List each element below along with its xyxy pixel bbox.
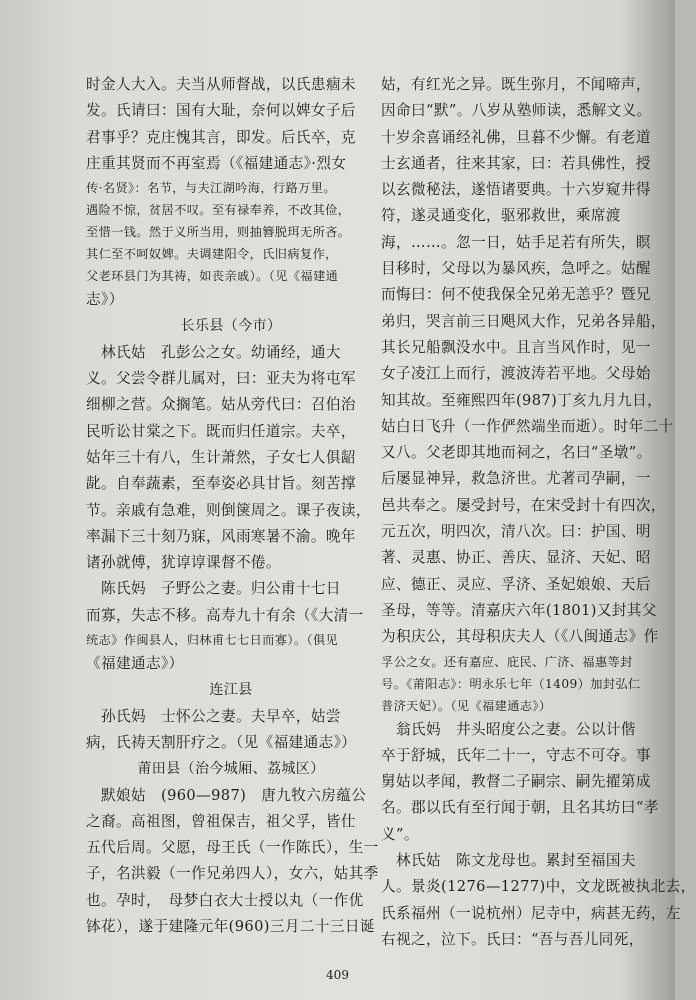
left-text-line: 统志》作闽县人，归林甫七七日而寡）。（俱见 [86,633,339,648]
right-text-line: 孚公之女。还有嘉应、庇民、广济、福惠等封 [381,654,633,669]
right-text-line: 弟归，哭言前三日飓风大作，兄弟各异船， [381,312,666,330]
left-text-line: 其仁至不呵奴婢。夫调建阳令，氏旧病复作， [86,247,338,262]
left-text-line: 义。父尝令群儿属对，曰：亚夫为将屯军 [86,370,356,388]
left-text-line: 节。亲戚有急难，则倒箧周之。课子夜读， [86,501,371,519]
left-text-line: 陈氏妈 子野公之妻。归公甫十七日 [86,580,341,598]
left-text-line: 姑年三十有八，生计萧然，子女七人俱龆 [86,448,356,466]
left-text-line: 病，氏祷天割肝疗之。（见《福建通志》） [86,733,357,751]
right-text-line: 普济天妃）。（见《福建通志》） [381,698,552,713]
right-text-line: 士玄通者，往来其家，曰：若具佛性，授 [381,154,651,172]
left-text-line: 父老环县门为其祷，如丧亲戚）。（见《福建通 [86,269,339,284]
right-text-line: 圣母，等等。清嘉庆六年(1801)又封其父 [381,601,657,619]
right-text-line: 著、灵惠、协正、善庆、显济、天妃、昭 [381,549,651,567]
left-text-line: 之裔。高祖图，曾祖保吉，祖父孚，皆仕 [86,812,356,830]
left-text-line: 诸孙就傅，犹谆谆课督不倦。 [86,554,281,572]
right-text-line: 后屡显神异，救急济世。尤著司孕嗣，一 [381,470,651,488]
right-text-line: 舅姑以孝闻，教督二子嗣宗、嗣先擢第成 [381,773,651,791]
right-column [381,72,696,953]
page-number: 409 [326,968,349,982]
right-text-line: 以玄微秘法，遂悟诸要典。十六岁窥井得 [381,181,651,199]
right-text-line: 右视之，泣下。氏曰：“吾与吾儿同死， [381,930,644,948]
right-text-line: 目移时，父母以为暴风疾，急呼之。姑醒 [381,260,651,278]
right-text-line: 为积庆公，其母积庆夫人（《八闽通志》作 [381,628,659,646]
left-text-line: 默娘姑 (960—987) 唐九牧六房蕴公 [86,786,367,804]
left-text-line: 时金人大入。夫当从师督战，以氏患痼未 [86,76,356,93]
left-heading: 连江县 [209,682,253,699]
right-text-line: 海，……。忽一日，姑手足若有所失，瞑 [381,233,651,251]
right-text-line: 元五次，明四次，清八次。曰：护国、明 [381,523,651,541]
right-text-line: 而悔曰：何不使我保全兄弟无恙乎？暨兄 [381,286,651,304]
left-text-line: 而寡，失志不移。高寿九十有余（《大清一 [86,606,364,624]
right-text-line: 卒于舒城，氏年二十一，守志不可夺。事 [381,746,651,764]
right-text-line: 符，遂灵通变化，驱邪救世，乘席渡 [381,207,621,225]
left-heading: 莆田县（治今城厢、荔城区） [137,761,325,778]
left-text-line: 志》） [86,291,124,309]
left-text-line: 林氏姑 孔彭公之女。幼诵经，通大 [86,343,341,361]
left-text-line: 发。氏请曰：国有大耻，奈何以婢女子后 [86,102,356,120]
left-text-line: 也。孕时， 母梦白衣大士授以丸（一作优 [86,891,364,909]
left-text-line: 民听讼甘棠之下。既而归任道宗。夫卒， [86,422,356,440]
right-text-line: 知其故。至雍熙四年(987)丁亥九月九日， [381,391,663,409]
left-text-line: 遇险不惊，贫居不叹。至有禄奉养，不改其俭， [86,203,351,218]
right-text-line: 翁氏妈 井头昭度公之妻。公以计偕 [381,720,636,738]
left-text-line: 传·名贤》：名节，与夫江湖吟海，行路万里。 [86,181,336,196]
left-text-line: 率漏下三十刻乃寐，风雨寒暑不渝。晚年 [86,527,356,545]
right-text-line: 女子凌江上而行，渡波涛若平地。父母始 [381,365,651,383]
right-text-line: 邑共奉之。屡受封号，在宋受封十有四次， [381,496,666,514]
left-text-line: 至惜一钱。然于义所当用，则抽簪脱珥无所吝。 [86,225,351,240]
right-text-line: 号。《莆阳志》：明永乐七年（1409）加封弘仁 [381,676,641,691]
left-text-line: 钵花），遂于建隆元年(960)三月二十三日诞 [86,918,375,936]
right-text-line: 姑，有红光之异。既生弥月，不闻啼声， [381,76,651,93]
left-text-line: 君事乎？克庄愧其言，即发。后氏卒，克 [86,128,356,146]
left-text-line: 子，名洪毅（一作兄弟四人），女六，姑其季 [86,865,379,883]
left-heading: 长乐县（今市） [180,318,282,335]
right-text-line: 名。郡以氏有至行闻于朝，且名其坊曰“孝 [381,799,659,817]
right-text-line: 其长兄船飘没水中。且言当风作时，见一 [381,338,651,356]
right-text-line: 十岁余喜诵经礼佛，旦暮不少懈。有老道 [381,128,651,146]
right-text-line: 林氏姑 陈文龙母也。累封至福国夫 [381,852,636,870]
left-text-line: 庄重其贤而不再室焉（《福建通志》·烈女 [86,154,347,172]
right-text-line: 又八。父老即其地而祠之，名曰“圣墩”。 [381,444,652,462]
right-text-line: 氏系福州（一说杭州）尼寺中，病甚无药，左 [381,904,681,922]
left-text-line: 五代后周。父愿，母王氏（一作陈氏），生一 [86,839,379,857]
right-text-line: 因命曰“默”。八岁从塾师读，悉解文义。 [381,102,652,120]
left-text-line: 龀。自奉蔬素，至奉姿必具甘旨。刻苦撑 [86,475,356,493]
left-text-line: 细柳之营。众搁笔。姑从旁代曰：召伯治 [86,396,356,414]
right-text-line: 人。景炎(1276—1277)中，文龙既被执北去， [381,878,696,896]
left-text-line: 《福建通志》） [86,655,184,673]
right-text-line: 应、德正、灵应、孚济、圣妃娘娘、天后 [381,575,651,593]
right-text-line: 姑白日飞升（一作俨然端坐而逝）。时年二十 [381,417,674,435]
left-text-line: 孙氏妈 士怀公之妻。夫早卒，姑尝 [86,707,341,725]
right-text-line: 义”。 [381,825,419,843]
left-column [86,72,379,940]
